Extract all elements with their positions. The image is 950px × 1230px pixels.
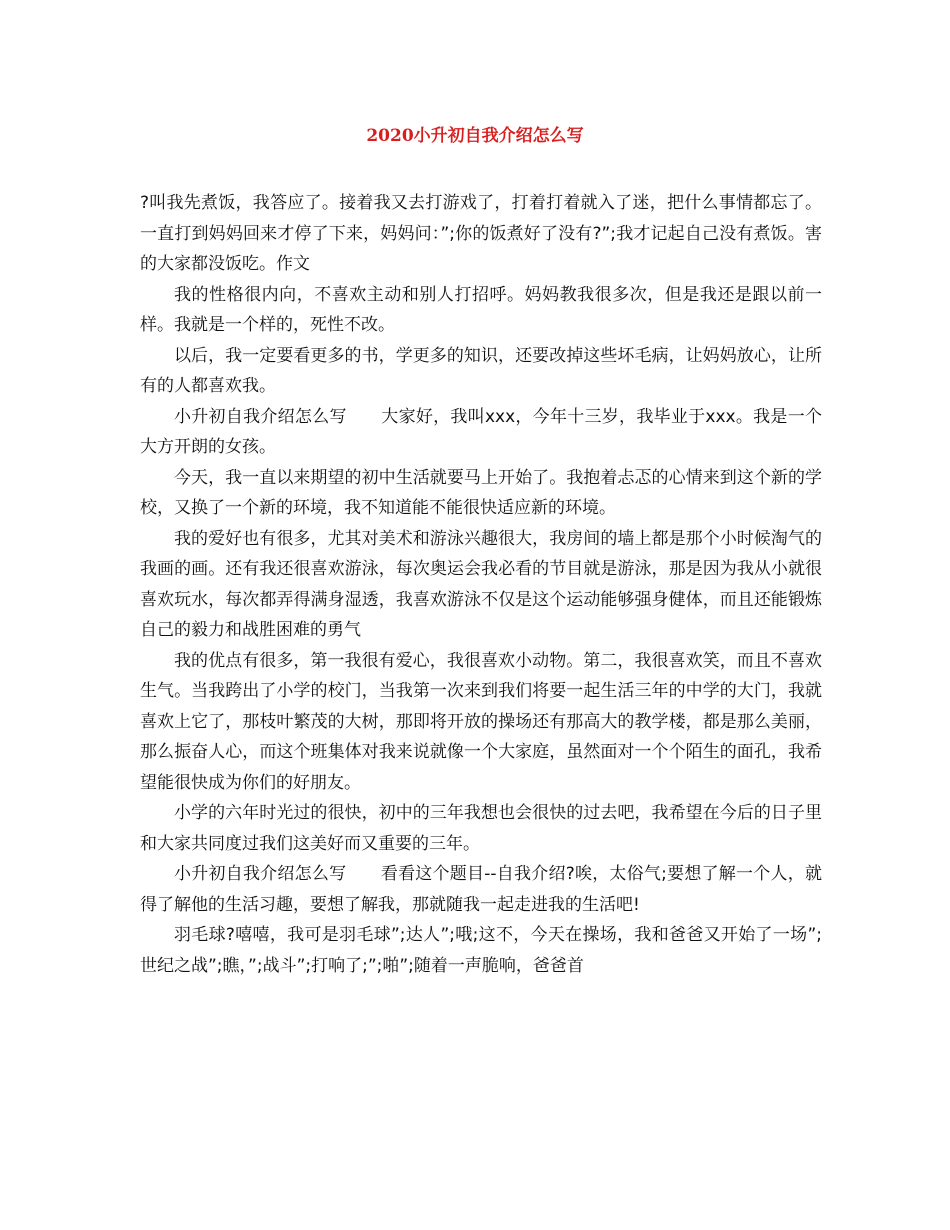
- paragraph-9: 小升初自我介绍怎么写 看看这个题目--自我介绍?唉，太俗气;要想了解一个人，就得了解他的生活习趣，要想了解我，那就随我一起走进我的生活吧!: [140, 864, 822, 915]
- paragraph-6: 我的爱好也有很多，尤其对美术和游泳兴趣很大，我房间的墙上都是那个小时候淘气的我画的画。还有我还很喜欢游泳，每次奥运会我必看的节目就是游泳，那是因为我从小就很喜欢玩水，每次都弄得满身湿透，我喜欢游泳不仅是这个运动能够强身健体，而且还能锻炼自己的毅力和战胜困难的勇气: [140, 528, 822, 640]
- paragraph-4: 小升初自我介绍怎么写 大家好，我叫xxx，今年十三岁，我毕业于xxx。我是一个大方开朗的女孩。: [140, 406, 822, 457]
- paragraph-5: 今天，我一直以来期望的初中生活就要马上开始了。我抱着忐忑的心情来到这个新的学校，又换了一个新的环境，我不知道能不能很快适应新的环境。: [140, 467, 822, 518]
- paragraph-3: 以后，我一定要看更多的书，学更多的知识，还要改掉这些坏毛病，让妈妈放心，让所有的人都喜欢我。: [140, 345, 822, 396]
- paragraph-7: 我的优点有很多，第一我很有爱心，我很喜欢小动物。第二，我很喜欢笑，而且不喜欢生气。当我跨出了小学的校门，当我第一次来到我们将要一起生活三年的中学的大门，我就喜欢上它了，那枝叶繁茂的大树，那即将开放的操场还有那高大的教学楼，都是那么美丽，那么振奋人心，而这个班集体对我来说就像一个大家庭，虽然面对一个个陌生的面孔，我希望能很快成为你们的好朋友。: [140, 650, 822, 793]
- paragraph-1: ?叫我先煮饭，我答应了。接着我又去打游戏了，打着打着就入了迷，把什么事情都忘了。一直打到妈妈回来才停了下来，妈妈问：”;你的饭煮好了没有?”;我才记起自己没有煮饭。害的大家都没饭吃。作文: [140, 193, 822, 274]
- paragraph-8: 小学的六年时光过的很快，初中的三年我想也会很快的过去吧，我希望在今后的日子里和大家共同度过我们这美好而又重要的三年。: [140, 803, 822, 854]
- paragraph-2: 我的性格很内向，不喜欢主动和别人打招呼。妈妈教我很多次，但是我还是跟以前一样。我就是一个样的，死性不改。: [140, 284, 822, 335]
- document-body: [140, 188, 822, 981]
- page-title: 2020小升初自我介绍怎么写: [366, 126, 584, 146]
- paragraph-10: 羽毛球?嘻嘻，我可是羽毛球”;达人”;哦;这不，今天在操场，我和爸爸又开始了一场”;世纪之战”;瞧，”;战斗”;打响了;”;啪”;随着一声脆响，爸爸首: [140, 925, 822, 976]
